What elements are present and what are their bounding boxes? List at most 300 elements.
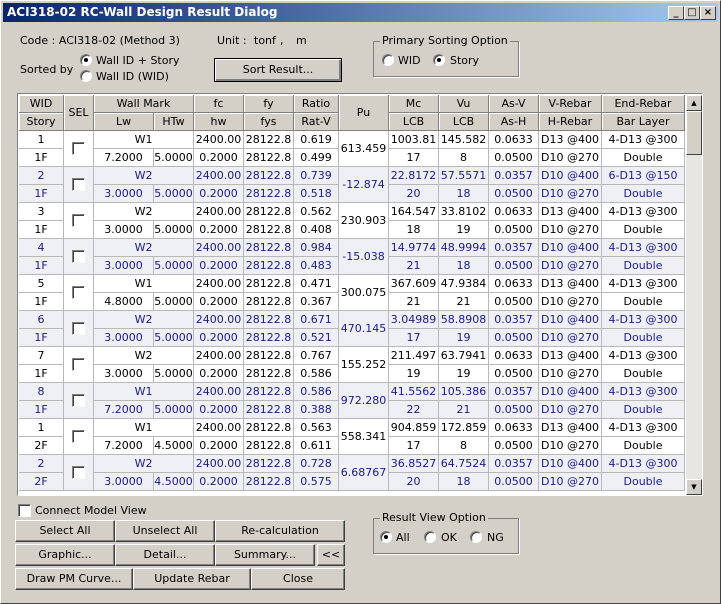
header-lw[interactable]: Lw [94,113,154,131]
cell-wall-mark: W2 [94,239,194,257]
cell-rat-v: 0.521 [294,329,339,347]
cell-mc: 36.8527 [389,455,439,473]
cell-end-rebar: 4-D13 @300 [602,203,685,221]
cell-as-h: 0.0500 [489,329,539,347]
cell-lcb-mc: 20 [389,185,439,203]
cell-end-rebar: 4-D13 @300 [602,131,685,149]
cell-lcb-mc: 21 [389,293,439,311]
cell-bar-layer: Double [602,293,685,311]
cell-fys: 28122.8 [244,185,294,203]
cell-sel [64,131,94,167]
cell-v-rebar: D10 @400 [539,455,602,473]
row-select-checkbox[interactable] [72,250,85,263]
cell-as-h: 0.0500 [489,293,539,311]
radio-sort-wid[interactable] [382,54,394,66]
connect-model-view-label: Connect Model View [35,504,147,517]
cell-story: 1F [19,293,64,311]
cell-story: 1F [19,221,64,239]
cell-vu: 145.582 [439,131,489,149]
cell-vu: 63.7941 [439,347,489,365]
cell-rat-v: 0.408 [294,221,339,239]
header-pu[interactable]: Pu [339,95,389,131]
cell-vu: 172.859 [439,419,489,437]
cell-lcb-mc: 21 [389,257,439,275]
cell-bar-layer: Double [602,401,685,419]
cell-fy: 28122.8 [244,167,294,185]
draw-pm-curve-button[interactable]: Draw PM Curve... [15,568,133,590]
result-view-title: Result View Option [382,511,486,524]
cell-as-h: 0.0500 [489,257,539,275]
result-view-group [373,511,519,554]
radio-sort-story[interactable] [433,54,445,66]
cell-as-v: 0.0357 [489,311,539,329]
cell-v-rebar: D13 @400 [539,131,602,149]
cell-sel [64,203,94,239]
cell-end-rebar: 4-D13 @300 [602,455,685,473]
radio-sort-wid-label: WID [398,54,421,67]
cell-bar-layer: Double [602,185,685,203]
cell-story: 2F [19,473,64,491]
cell-lcb-mc: 17 [389,149,439,167]
cell-as-h: 0.0500 [489,437,539,455]
row-select-checkbox[interactable] [72,322,85,335]
cell-pu: -15.038 [339,239,389,275]
cell-story: 2F [19,437,64,455]
radio-view-ng[interactable] [470,531,482,543]
result-grid [17,93,703,496]
close-window-button[interactable]: × [700,6,716,20]
header-fys[interactable]: fys [244,113,294,131]
unit-length: m [296,34,307,47]
cell-v-rebar: D13 @400 [539,419,602,437]
cell-htw: 5.0000 [154,365,194,383]
cell-fys: 28122.8 [244,401,294,419]
cell-as-h: 0.0500 [489,401,539,419]
cell-sel [64,311,94,347]
cell-wid: 2 [19,167,64,185]
cell-as-v: 0.0357 [489,455,539,473]
cell-end-rebar: 4-D13 @300 [602,275,685,293]
cell-sel [64,383,94,419]
cell-end-rebar: 4-D13 @300 [602,311,685,329]
cell-hw: 0.2000 [194,401,244,419]
header-vu[interactable]: Vu [439,95,489,113]
row-select-checkbox[interactable] [72,430,85,443]
header-mc[interactable]: Mc [389,95,439,113]
cell-fc: 2400.00 [194,419,244,437]
header-lcb-mc[interactable]: LCB [389,113,439,131]
cell-wid: 3 [19,203,64,221]
cell-pu: 155.252 [339,347,389,383]
cell-htw: 4.5000 [154,473,194,491]
header-hw[interactable]: hw [194,113,244,131]
cell-wid: 8 [19,383,64,401]
cell-h-rebar: D10 @270 [539,473,602,491]
cell-sel [64,239,94,275]
cell-h-rebar: D10 @270 [539,365,602,383]
cell-fc: 2400.00 [194,167,244,185]
cell-fys: 28122.8 [244,473,294,491]
cell-lcb-vu: 21 [439,293,489,311]
cell-story: 1F [19,257,64,275]
row-select-checkbox[interactable] [72,142,85,155]
cell-wall-mark: W1 [94,131,194,149]
vertical-scrollbar[interactable] [686,95,702,495]
summary-button[interactable]: Summary... [215,544,315,566]
cell-as-v: 0.0633 [489,203,539,221]
header-ratio[interactable]: Ratio [294,95,339,113]
minimize-button[interactable]: _ [668,6,684,20]
cell-fc: 2400.00 [194,383,244,401]
cell-fy: 28122.8 [244,131,294,149]
cell-lcb-mc: 22 [389,401,439,419]
row-select-checkbox[interactable] [72,394,85,407]
cell-wid: 7 [19,347,64,365]
cell-bar-layer: Double [602,221,685,239]
row-select-checkbox[interactable] [72,178,85,191]
cell-hw: 0.2000 [194,293,244,311]
cell-wid: 4 [19,239,64,257]
sorted-by-label: Sorted by [20,63,74,76]
radio-view-all[interactable] [380,531,392,543]
cell-lcb-vu: 18 [439,473,489,491]
header-sel[interactable]: SEL [64,95,94,131]
cell-wall-mark: W2 [94,311,194,329]
radio-sort-wall-id-story[interactable] [80,54,92,66]
row-select-checkbox[interactable] [72,286,85,299]
cell-ratio: 0.586 [294,383,339,401]
cell-rat-v: 0.611 [294,437,339,455]
cell-fc: 2400.00 [194,275,244,293]
scroll-up-icon[interactable]: ▲ [686,95,702,111]
cell-story: 1F [19,149,64,167]
cell-mc: 211.497 [389,347,439,365]
cell-lw: 4.8000 [94,293,154,311]
cell-v-rebar: D10 @400 [539,239,602,257]
cell-vu: 58.8908 [439,311,489,329]
cell-fy: 28122.8 [244,203,294,221]
header-fy[interactable]: fy [244,95,294,113]
cell-fc: 2400.00 [194,311,244,329]
cell-ratio: 0.563 [294,419,339,437]
cell-lw: 3.0000 [94,329,154,347]
cell-vu: 57.5571 [439,167,489,185]
cell-ratio: 0.767 [294,347,339,365]
cell-as-h: 0.0500 [489,473,539,491]
cell-ratio: 0.984 [294,239,339,257]
cell-story: 1F [19,185,64,203]
cell-bar-layer: Double [602,365,685,383]
cell-story: 1F [19,365,64,383]
cell-as-v: 0.0633 [489,275,539,293]
cell-fy: 28122.8 [244,275,294,293]
graphic-button[interactable]: Graphic... [15,544,115,566]
cell-lcb-mc: 18 [389,221,439,239]
cell-ratio: 0.562 [294,203,339,221]
cell-end-rebar: 4-D13 @300 [602,347,685,365]
cell-htw: 5.0000 [154,293,194,311]
header-fc[interactable]: fc [194,95,244,113]
cell-lw: 3.0000 [94,365,154,383]
result-grid-body [19,95,685,495]
cell-vu: 33.8102 [439,203,489,221]
cell-fy: 28122.8 [244,239,294,257]
cell-rat-v: 0.575 [294,473,339,491]
cell-as-h: 0.0500 [489,365,539,383]
cell-hw: 0.2000 [194,149,244,167]
close-button[interactable]: Close [251,568,345,590]
cell-fy: 28122.8 [244,311,294,329]
cell-h-rebar: D10 @270 [539,221,602,239]
cell-bar-layer: Double [602,473,685,491]
header-as-v[interactable]: As-V [489,95,539,113]
cell-fc: 2400.00 [194,131,244,149]
cell-h-rebar: D10 @270 [539,149,602,167]
cell-end-rebar: 4-D13 @300 [602,239,685,257]
cell-lcb-mc: 17 [389,437,439,455]
cell-htw: 5.0000 [154,401,194,419]
scroll-thumb[interactable] [686,111,702,155]
cell-h-rebar: D10 @270 [539,329,602,347]
cell-lcb-vu: 18 [439,185,489,203]
cell-pu: -12.874 [339,167,389,203]
cell-wall-mark: W1 [94,383,194,401]
header-htw[interactable]: HTw [154,113,194,131]
cell-fy: 28122.8 [244,419,294,437]
cell-lw: 7.2000 [94,437,154,455]
cell-story: 1F [19,401,64,419]
cell-htw: 5.0000 [154,185,194,203]
row-select-checkbox[interactable] [72,358,85,371]
cell-wall-mark: W2 [94,455,194,473]
cell-pu: 6.68767 [339,455,389,491]
cell-mc: 3.04989 [389,311,439,329]
cell-fc: 2400.00 [194,203,244,221]
cell-rat-v: 0.518 [294,185,339,203]
header-rat-v[interactable]: Rat-V [294,113,339,131]
header-wid[interactable]: WID [19,95,64,113]
cell-mc: 164.547 [389,203,439,221]
update-rebar-button[interactable]: Update Rebar [133,568,251,590]
cell-ratio: 0.739 [294,167,339,185]
cell-end-rebar: 6-D13 @150 [602,167,685,185]
cell-lw: 7.2000 [94,149,154,167]
cell-h-rebar: D10 @270 [539,293,602,311]
connect-model-view-checkbox[interactable] [18,504,31,517]
cell-hw: 0.2000 [194,437,244,455]
primary-sorting-title: Primary Sorting Option [382,34,508,47]
maximize-button[interactable]: □ [684,6,700,20]
cell-v-rebar: D13 @400 [539,347,602,365]
sort-result-button[interactable]: Sort Result... [214,58,342,82]
cell-ratio: 0.671 [294,311,339,329]
row-select-checkbox[interactable] [72,214,85,227]
cell-fy: 28122.8 [244,347,294,365]
cell-hw: 0.2000 [194,185,244,203]
cell-sel [64,167,94,203]
header-end-rebar[interactable]: End-Rebar [602,95,685,113]
cell-mc: 367.609 [389,275,439,293]
cell-pu: 230.903 [339,203,389,239]
radio-sort-wall-id-story-label: Wall ID + Story [96,54,180,67]
cell-pu: 470.145 [339,311,389,347]
cell-h-rebar: D10 @270 [539,185,602,203]
cell-mc: 1003.81 [389,131,439,149]
cell-bar-layer: Double [602,257,685,275]
cell-wid: 1 [19,419,64,437]
scroll-down-icon[interactable]: ▼ [686,479,702,495]
cell-wall-mark: W2 [94,167,194,185]
cell-lcb-vu: 8 [439,437,489,455]
header-bar-layer[interactable]: Bar Layer [602,113,685,131]
cell-mc: 14.9774 [389,239,439,257]
window-title: ACI318-02 RC-Wall Design Result Dialog [7,5,278,19]
cell-end-rebar: 4-D13 @300 [602,383,685,401]
header-as-h[interactable]: As-H [489,113,539,131]
radio-view-ng-label: NG [487,531,504,544]
cell-wid: 1 [19,131,64,149]
cell-lw: 3.0000 [94,185,154,203]
cell-ratio: 0.619 [294,131,339,149]
primary-sorting-group [373,34,519,77]
cell-wid: 2 [19,455,64,473]
code-label: Code : ACI318-02 (Method 3) [20,34,180,47]
cell-lw: 3.0000 [94,257,154,275]
cell-ratio: 0.471 [294,275,339,293]
unit-label: Unit : [217,34,247,47]
cell-rat-v: 0.483 [294,257,339,275]
cell-lcb-mc: 20 [389,473,439,491]
title-bar[interactable] [3,3,718,22]
cell-fc: 2400.00 [194,347,244,365]
cell-fys: 28122.8 [244,293,294,311]
cell-fys: 28122.8 [244,257,294,275]
cell-fc: 2400.00 [194,455,244,473]
unit-force: tonf [254,34,276,47]
cell-fys: 28122.8 [244,365,294,383]
recalculation-button[interactable]: Re-calculation [215,520,345,542]
header-h-rebar[interactable]: H-Rebar [539,113,602,131]
cell-h-rebar: D10 @270 [539,257,602,275]
cell-fys: 28122.8 [244,149,294,167]
cell-story: 1F [19,329,64,347]
cell-as-h: 0.0500 [489,221,539,239]
cell-vu: 64.7524 [439,455,489,473]
radio-view-ok[interactable] [424,531,436,543]
cell-lw: 3.0000 [94,473,154,491]
cell-lcb-vu: 19 [439,329,489,347]
cell-as-v: 0.0633 [489,347,539,365]
radio-sort-wall-id[interactable] [80,70,92,82]
cell-pu: 613.459 [339,131,389,167]
cell-htw: 5.0000 [154,329,194,347]
cell-sel [64,275,94,311]
header-story[interactable]: Story [19,113,64,131]
radio-sort-wall-id-label: Wall ID (WID) [96,70,169,83]
cell-bar-layer: Double [602,329,685,347]
cell-h-rebar: D10 @270 [539,437,602,455]
cell-pu: 972.280 [339,383,389,419]
cell-lcb-vu: 19 [439,221,489,239]
cell-hw: 0.2000 [194,329,244,347]
cell-sel [64,419,94,455]
cell-v-rebar: D10 @400 [539,311,602,329]
cell-as-v: 0.0357 [489,383,539,401]
cell-hw: 0.2000 [194,257,244,275]
unselect-all-button[interactable]: Unselect All [115,520,215,542]
cell-fc: 2400.00 [194,239,244,257]
cell-v-rebar: D13 @400 [539,203,602,221]
cell-end-rebar: 4-D13 @300 [602,419,685,437]
radio-view-all-label: All [396,531,410,544]
radio-view-ok-label: OK [441,531,457,544]
cell-wid: 6 [19,311,64,329]
radio-sort-story-label: Story [450,54,480,67]
cell-sel [64,347,94,383]
select-all-button[interactable]: Select All [15,520,115,542]
cell-rat-v: 0.586 [294,365,339,383]
cell-bar-layer: Double [602,149,685,167]
cell-lw: 7.2000 [94,401,154,419]
cell-as-v: 0.0633 [489,419,539,437]
header-lcb-vu[interactable]: LCB [439,113,489,131]
cell-vu: 47.9384 [439,275,489,293]
cell-htw: 5.0000 [154,149,194,167]
cell-mc: 22.8172 [389,167,439,185]
cell-lw: 3.0000 [94,221,154,239]
cell-fys: 28122.8 [244,437,294,455]
cell-fy: 28122.8 [244,383,294,401]
cell-lcb-mc: 17 [389,329,439,347]
cell-h-rebar: D10 @270 [539,401,602,419]
cell-wid: 5 [19,275,64,293]
cell-hw: 0.2000 [194,365,244,383]
cell-fys: 28122.8 [244,221,294,239]
cell-lcb-mc: 19 [389,365,439,383]
cell-mc: 41.5562 [389,383,439,401]
cell-v-rebar: D13 @400 [539,275,602,293]
header-v-rebar[interactable]: V-Rebar [539,95,602,113]
header-wall-mark[interactable]: Wall Mark [94,95,194,113]
cell-wall-mark: W2 [94,203,194,221]
collapse-button[interactable]: << [317,544,345,566]
cell-as-v: 0.0357 [489,167,539,185]
cell-as-h: 0.0500 [489,185,539,203]
cell-v-rebar: D10 @400 [539,383,602,401]
detail-button[interactable]: Detail... [115,544,215,566]
cell-lcb-vu: 19 [439,365,489,383]
cell-htw: 5.0000 [154,221,194,239]
cell-pu: 300.075 [339,275,389,311]
cell-as-h: 0.0500 [489,149,539,167]
cell-fys: 28122.8 [244,329,294,347]
cell-lcb-vu: 18 [439,257,489,275]
cell-fy: 28122.8 [244,455,294,473]
cell-sel [64,455,94,491]
cell-v-rebar: D10 @400 [539,167,602,185]
cell-hw: 0.2000 [194,473,244,491]
cell-vu: 105.386 [439,383,489,401]
cell-pu: 558.341 [339,419,389,455]
cell-bar-layer: Double [602,437,685,455]
cell-wall-mark: W2 [94,347,194,365]
row-select-checkbox[interactable] [72,466,85,479]
cell-wall-mark: W1 [94,419,194,437]
cell-rat-v: 0.388 [294,401,339,419]
cell-rat-v: 0.367 [294,293,339,311]
cell-lcb-vu: 21 [439,401,489,419]
cell-rat-v: 0.499 [294,149,339,167]
